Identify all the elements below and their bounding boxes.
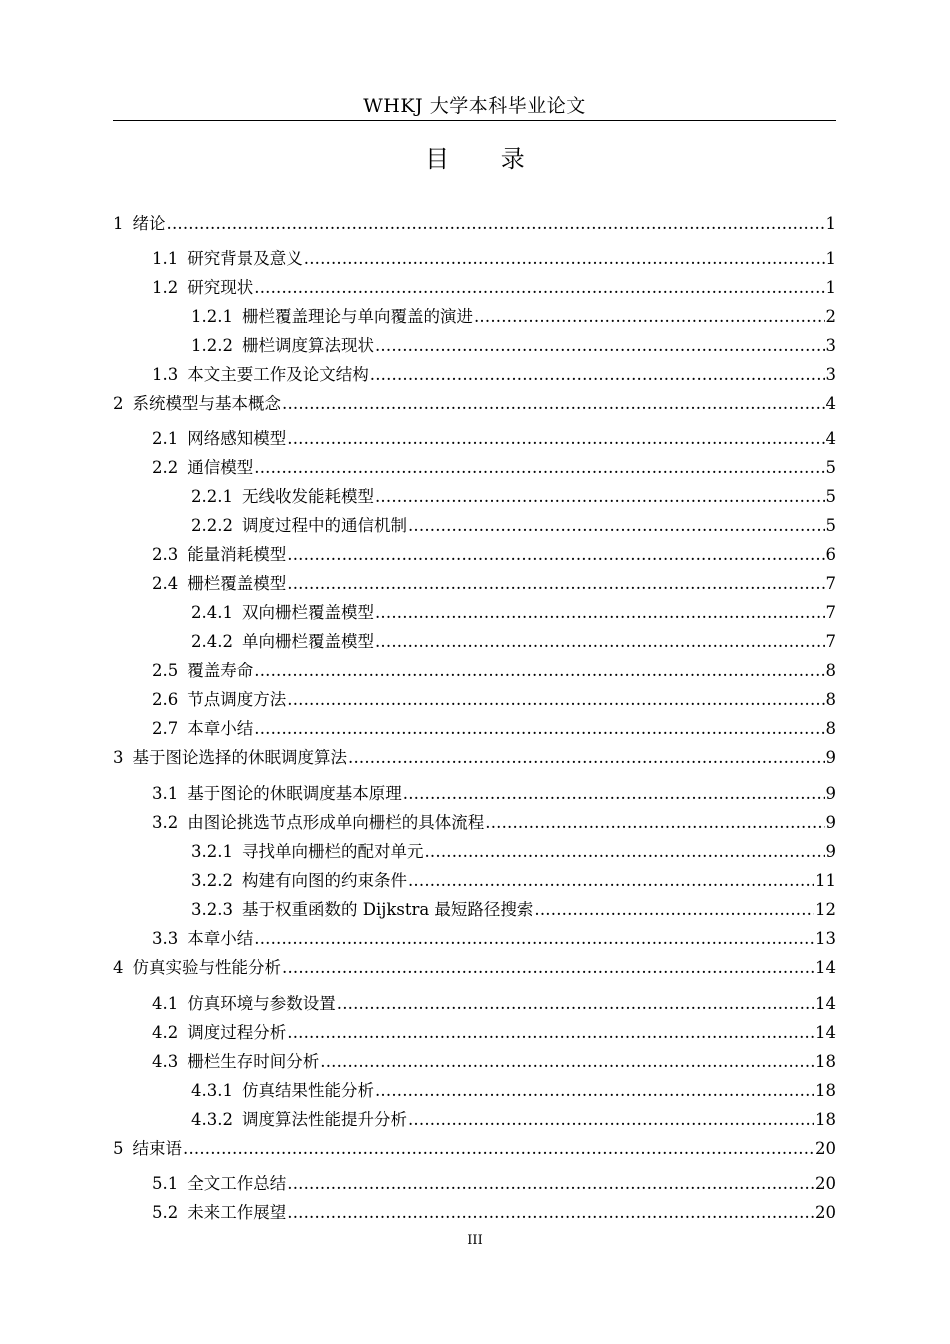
- toc-entry-page: 6: [825, 545, 836, 564]
- toc-entry-page: 20: [815, 1203, 836, 1222]
- toc-entry-title: 寻找单向栅栏的配对单元: [241, 842, 424, 861]
- toc-entry-title: 双向栅栏覆盖模型: [241, 603, 374, 622]
- toc-entry[interactable]: [113, 867, 836, 895]
- toc-entry-title: 调度算法性能提升分析: [241, 1110, 407, 1129]
- toc-entry-title: 无线收发能耗模型: [241, 487, 374, 506]
- toc-entry-title: 绪论: [132, 214, 166, 233]
- toc-dot-leader: [375, 599, 825, 627]
- toc-entry[interactable]: [113, 686, 836, 714]
- toc-entry[interactable]: [113, 570, 836, 598]
- toc-entry-title: 基于权重函数的 Dijkstra 最短路径搜索: [241, 900, 534, 919]
- toc-entry-number: 2.7: [152, 719, 179, 738]
- toc-entry-number: 1.3: [152, 365, 179, 384]
- toc-entry-title: 研究现状: [187, 278, 254, 297]
- toc-entry-number: 2.6: [152, 690, 179, 709]
- toc-entry-number: 4.3.2: [191, 1110, 233, 1129]
- toc-dot-leader: [254, 454, 824, 482]
- toc-entry-page: 8: [825, 690, 836, 709]
- toc-entry-page: 20: [815, 1174, 836, 1193]
- toc-entry-number: 3.3: [152, 929, 179, 948]
- toc-entry[interactable]: [113, 1170, 836, 1198]
- toc-entry-number: 2: [113, 394, 124, 413]
- toc-entry-number: 1: [113, 214, 124, 233]
- toc-dot-leader: [534, 896, 814, 924]
- toc-entry-title: 基于图论选择的休眠调度算法: [132, 748, 347, 767]
- toc-dot-leader: [485, 809, 824, 837]
- toc-entry[interactable]: [113, 210, 836, 238]
- toc-entry[interactable]: [113, 361, 836, 389]
- toc-dot-leader: [287, 1019, 814, 1047]
- toc-entry-number: 2.4: [152, 574, 179, 593]
- toc-entry-page: 8: [825, 719, 836, 738]
- toc-entry-title: 调度过程中的通信机制: [241, 516, 407, 535]
- toc-dot-leader: [375, 628, 825, 656]
- toc-entry[interactable]: [113, 1077, 836, 1105]
- toc-dot-leader: [370, 361, 825, 389]
- toc-entry-page: 8: [825, 661, 836, 680]
- toc-entry[interactable]: [113, 780, 836, 808]
- toc-entry-title: 栅栏调度算法现状: [241, 336, 374, 355]
- toc-dot-leader: [287, 686, 824, 714]
- toc-entry-number: 5: [113, 1139, 124, 1158]
- toc-entry[interactable]: [113, 274, 836, 302]
- toc-entry[interactable]: [113, 715, 836, 743]
- toc-dot-leader: [320, 1048, 814, 1076]
- toc-entry[interactable]: [113, 541, 836, 569]
- toc-entry[interactable]: [113, 1135, 836, 1163]
- toc-entry-title: 由图论挑选节点形成单向栅栏的具体流程: [187, 813, 485, 832]
- toc-entry-page: 20: [815, 1139, 836, 1158]
- toc-entry-page: 13: [815, 929, 836, 948]
- toc-dot-leader: [474, 303, 825, 331]
- toc-entry-title: 基于图论的休眠调度基本原理: [187, 784, 402, 803]
- toc-entry-number: 2.3: [152, 545, 179, 564]
- toc-entry[interactable]: [113, 1199, 836, 1227]
- toc-dot-leader: [287, 570, 824, 598]
- toc-entry-title: 仿真实验与性能分析: [132, 958, 281, 977]
- toc-entry-page: 1: [825, 249, 836, 268]
- toc-entry[interactable]: [113, 657, 836, 685]
- toc-entry-page: 1: [825, 278, 836, 297]
- toc-entry[interactable]: [113, 454, 836, 482]
- toc-dot-leader: [287, 1199, 814, 1227]
- toc-entry-page: 18: [815, 1110, 836, 1129]
- toc-dot-leader: [348, 744, 825, 772]
- toc-dot-leader: [287, 425, 824, 453]
- toc-entry-page: 3: [825, 336, 836, 355]
- toc-entry-page: 5: [825, 516, 836, 535]
- toc-entry[interactable]: [113, 512, 836, 540]
- toc-dot-leader: [408, 1106, 814, 1134]
- toc-entry-page: 3: [825, 365, 836, 384]
- toc-entry-title: 仿真环境与参数设置: [187, 994, 336, 1013]
- toc-entry-title: 能量消耗模型: [187, 545, 287, 564]
- toc-entry-title: 未来工作展望: [187, 1203, 287, 1222]
- toc-entry-number: 4.3.1: [191, 1081, 233, 1100]
- toc-entry-page: 9: [825, 813, 836, 832]
- toc-entry[interactable]: [113, 425, 836, 453]
- toc-entry[interactable]: [113, 628, 836, 656]
- toc-entry[interactable]: [113, 925, 836, 953]
- toc-entry-title: 栅栏生存时间分析: [187, 1052, 320, 1071]
- toc-entry-title: 单向栅栏覆盖模型: [241, 632, 374, 651]
- toc-entry[interactable]: [113, 1106, 836, 1134]
- toc-entry-page: 2: [825, 307, 836, 326]
- toc-entry-number: 3.2: [152, 813, 179, 832]
- toc-entry-number: 1.1: [152, 249, 179, 268]
- toc-dot-leader: [304, 245, 825, 273]
- toc-entry-title: 节点调度方法: [187, 690, 287, 709]
- toc-entry-number: 2.4.1: [191, 603, 233, 622]
- toc-entry-title: 构建有向图的约束条件: [241, 871, 407, 890]
- toc-entry-number: 4.1: [152, 994, 179, 1013]
- toc-entry[interactable]: [113, 245, 836, 273]
- toc-dot-leader: [254, 657, 824, 685]
- toc-entry-number: 4: [113, 958, 124, 977]
- toc-entry[interactable]: [113, 954, 836, 982]
- toc-entry[interactable]: [113, 838, 836, 866]
- toc-entry-page: 9: [825, 784, 836, 803]
- toc-entry-number: 2.5: [152, 661, 179, 680]
- toc-dot-leader: [282, 390, 825, 418]
- toc-dot-leader: [183, 1135, 814, 1163]
- toc-entry-number: 4.3: [152, 1052, 179, 1071]
- toc-dot-leader: [403, 780, 825, 808]
- toc-entry-title: 结束语: [132, 1139, 182, 1158]
- toc-entry-page: 7: [825, 632, 836, 651]
- toc-entry-number: 3.2.3: [191, 900, 233, 919]
- toc-entry[interactable]: [113, 990, 836, 1018]
- toc-dot-leader: [167, 210, 825, 238]
- toc-entry-number: 3.2.1: [191, 842, 233, 861]
- toc-entry-page: 12: [815, 900, 836, 919]
- toc-entry-number: 5.1: [152, 1174, 179, 1193]
- toc-entry-title: 本文主要工作及论文结构: [187, 365, 369, 384]
- toc-entry-number: 2.4.2: [191, 632, 233, 651]
- toc-entry-title: 本章小结: [187, 929, 254, 948]
- toc-entry-number: 3: [113, 748, 124, 767]
- toc-entry[interactable]: [113, 744, 836, 772]
- toc-entry[interactable]: [113, 896, 836, 924]
- toc-entry-page: 14: [815, 958, 836, 977]
- toc-dot-leader: [408, 512, 825, 540]
- toc-entry-title: 栅栏覆盖模型: [187, 574, 287, 593]
- toc-entry-number: 3.1: [152, 784, 179, 803]
- toc-entry[interactable]: [113, 809, 836, 837]
- toc-entry-page: 1: [825, 214, 836, 233]
- toc-entry-page: 7: [825, 603, 836, 622]
- toc-entry[interactable]: [113, 483, 836, 511]
- toc-dot-leader: [254, 715, 824, 743]
- toc-entry[interactable]: [113, 1019, 836, 1047]
- toc-entry-page: 4: [825, 394, 836, 413]
- toc-entry-page: 4: [825, 429, 836, 448]
- toc-entry-title: 仿真结果性能分析: [241, 1081, 374, 1100]
- header-rule: [113, 120, 836, 121]
- page-number: III: [467, 1233, 483, 1248]
- toc-entry-page: 18: [815, 1081, 836, 1100]
- toc-dot-leader: [375, 332, 825, 360]
- toc-entry-number: 2.2.1: [191, 487, 233, 506]
- toc-entry-page: 18: [815, 1052, 836, 1071]
- toc-dot-leader: [254, 274, 824, 302]
- toc-entry-number: 2.2: [152, 458, 179, 477]
- toc-entry-title: 系统模型与基本概念: [132, 394, 281, 413]
- toc-entry[interactable]: [113, 303, 836, 331]
- toc-entry-title: 全文工作总结: [187, 1174, 287, 1193]
- toc-entry-title: 本章小结: [187, 719, 254, 738]
- toc-entry-number: 2.1: [152, 429, 179, 448]
- toc-dot-leader: [375, 483, 825, 511]
- toc-dot-leader: [375, 1077, 814, 1105]
- toc-entry-number: 3.2.2: [191, 871, 233, 890]
- toc-dot-leader: [424, 838, 824, 866]
- toc-entry[interactable]: [113, 599, 836, 627]
- toc-dot-leader: [408, 867, 814, 895]
- toc-entry[interactable]: [113, 332, 836, 360]
- toc-entry-number: 1.2.2: [191, 336, 233, 355]
- toc-dot-leader: [287, 541, 824, 569]
- toc-entry-number: 5.2: [152, 1203, 179, 1222]
- toc-entry-page: 9: [825, 748, 836, 767]
- toc-entry-title: 通信模型: [187, 458, 254, 477]
- toc-dot-leader: [337, 990, 814, 1018]
- toc-entry-page: 14: [815, 994, 836, 1013]
- toc-entry-page: 9: [825, 842, 836, 861]
- toc-entry-title: 网络感知模型: [187, 429, 287, 448]
- toc-entry-page: 11: [815, 871, 836, 890]
- toc-entry-page: 5: [825, 458, 836, 477]
- running-header: WHKJ 大学本科毕业论文: [363, 95, 586, 117]
- toc-dot-leader: [282, 954, 814, 982]
- toc-entry-title: 覆盖寿命: [187, 661, 254, 680]
- toc-entry-page: 5: [825, 487, 836, 506]
- toc-entry-number: 1.2: [152, 278, 179, 297]
- toc-entry-page: 14: [815, 1023, 836, 1042]
- toc-entry-title: 研究背景及意义: [187, 249, 303, 268]
- toc-entry-number: 1.2.1: [191, 307, 233, 326]
- toc-entry-number: 4.2: [152, 1023, 179, 1042]
- toc-entry[interactable]: [113, 390, 836, 418]
- toc-dot-leader: [254, 925, 814, 953]
- toc-entry[interactable]: [113, 1048, 836, 1076]
- toc-title: 目 录: [425, 145, 547, 173]
- toc-dot-leader: [287, 1170, 814, 1198]
- toc-entry-number: 2.2.2: [191, 516, 233, 535]
- toc-entry-page: 7: [825, 574, 836, 593]
- toc-entry-title: 调度过程分析: [187, 1023, 287, 1042]
- toc-entry-title: 栅栏覆盖理论与单向覆盖的演进: [241, 307, 473, 326]
